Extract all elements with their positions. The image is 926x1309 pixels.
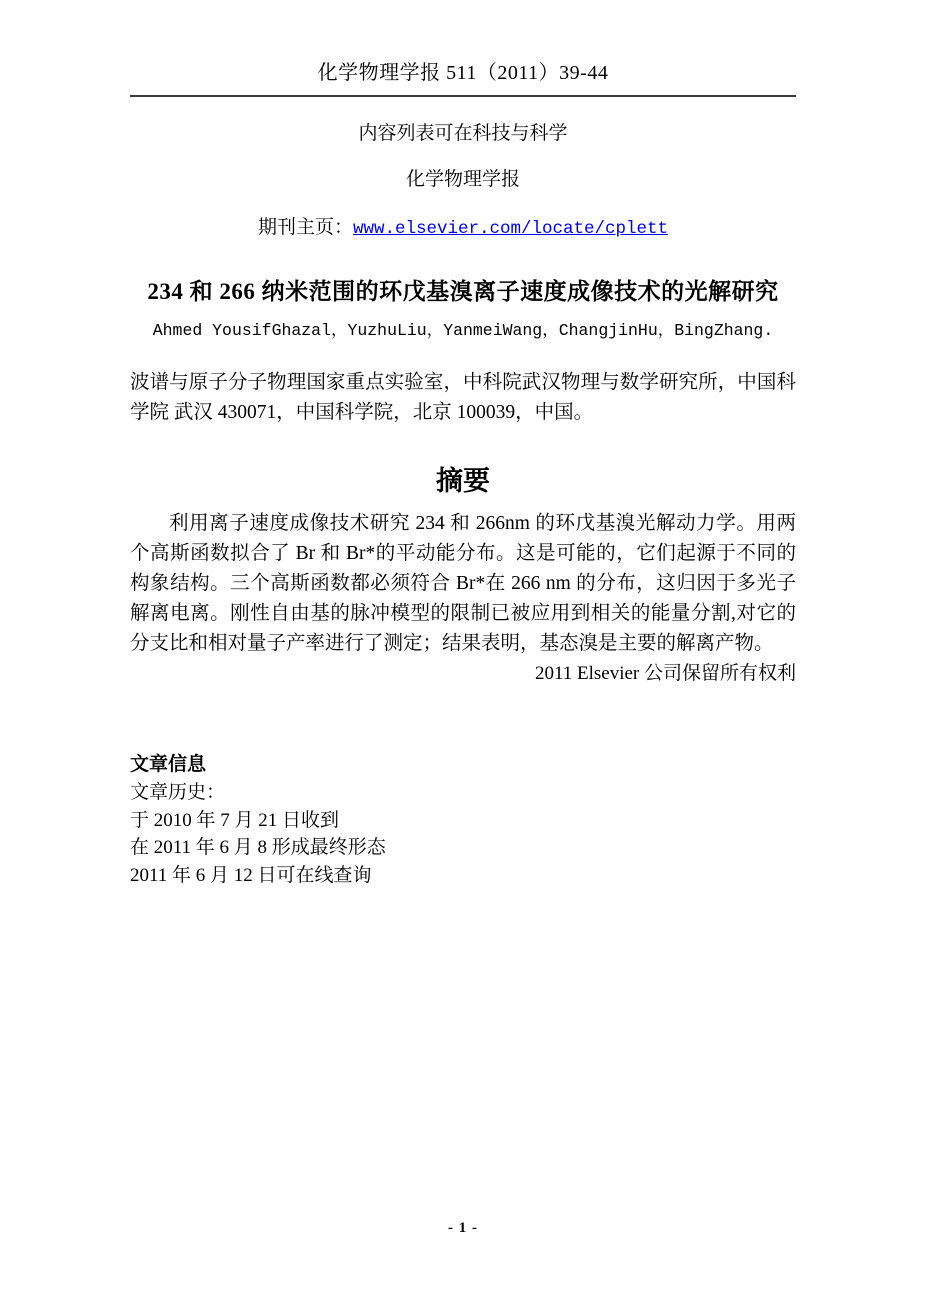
contents-availability-line: 内容列表可在科技与科学 [358, 123, 568, 144]
history-available-online: 2011 年 6 月 12 日可在线查询 [130, 864, 372, 886]
affiliation: 波谱与原子分子物理国家重点实验室，中科院武汉物理与数学研究所，中国科学院 武汉 430071，中国科学院，北京 100039，中国。 [130, 372, 796, 423]
journal-name: 化学物理学报 [405, 169, 520, 190]
journal-homepage-link[interactable]: www.elsevier.com/locate/cplett [352, 219, 669, 239]
header-rule [130, 95, 796, 97]
homepage-label: 期刊主页： [257, 217, 353, 238]
article-info-section [130, 751, 796, 889]
journal-homepage-line [130, 215, 796, 242]
article-title: 234 和 266 纳米范围的环戊基溴离子速度成像技术的光解研究 [147, 279, 779, 304]
history-final-form: 在 2011 年 6 月 8 形成最终形态 [130, 837, 386, 858]
article-history-label: 文章历史： [130, 782, 226, 803]
journal-citation: 化学物理学报 511（2011）39-44 [317, 62, 609, 84]
history-received: 于 2010 年 7 月 21 日收到 [130, 809, 340, 831]
abstract-text: 利用离子速度成像技术研究 234 和 266nm 的环戊基溴光解动力学。用两个高斯函数拟合了 Br 和 Br*的平动能分布。这是可能的，它们起源于不同的构象结构。三个高斯函数都必须符合 Br*在 266 nm 的分布，这归因于多光子解离电离。刚性自由基的脉冲模型的限制已被应用到相关的能量分割,对它的分支比和相对量子产率进行了测定；结果表明，基态溴是主要的解离产物。 [130, 513, 796, 654]
page-number: - 1 - [448, 1220, 478, 1236]
author-line: Ahmed YousifGhazal，YuzhuLiu，YanmeiWang，ChangjinHu，BingZhang. [152, 321, 774, 340]
article-info-heading: 文章信息 [130, 754, 207, 775]
abstract-heading: 摘要 [436, 466, 490, 496]
copyright-line: 2011 Elsevier 公司保留所有权利 [534, 663, 796, 684]
